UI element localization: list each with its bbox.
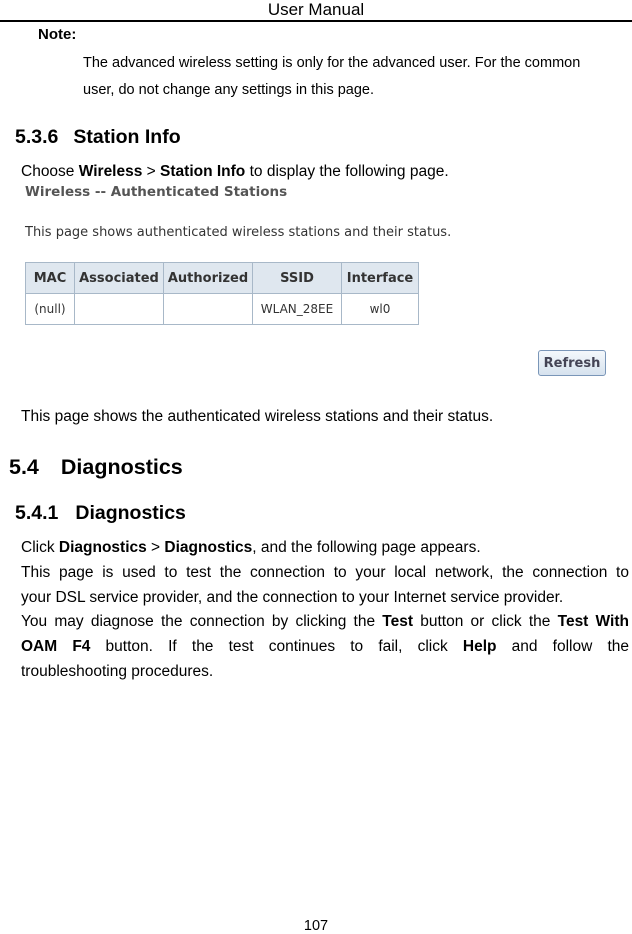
screenshot-description: This page shows authenticated wireless stations and their status. (25, 225, 452, 240)
section-536-heading (15, 126, 181, 149)
para2-line2-end: and follow the (496, 638, 629, 655)
note-label: Note: (38, 26, 77, 43)
choose-sep: > (142, 163, 161, 180)
page-number: 107 (303, 918, 329, 934)
cell-authorized (164, 294, 253, 325)
cell-mac: (null) (26, 294, 75, 325)
station-info-caption: This page shows the authenticated wireless stations and their status. (21, 408, 494, 425)
note-line-1: The advanced wireless setting is only for the advanced user. For the common (83, 55, 581, 71)
para1-line-2: your DSL service provider, and the connection to your Internet service provider. (21, 589, 564, 606)
para2-pre: You may diagnose the connection by clicking the (21, 613, 383, 630)
col-interface: Interface (342, 263, 419, 294)
menu-diagnostics: Diagnostics (58, 539, 147, 556)
submenu-diagnostics: Diagnostics (164, 539, 253, 556)
col-ssid: SSID (253, 263, 342, 294)
cell-associated (75, 294, 164, 325)
table-row (26, 294, 419, 325)
para1-line-1: This page is used to test the connection to your local network, the connection to (21, 564, 629, 581)
choose-pre: Choose (21, 163, 79, 180)
click-post: , and the following page appears. (252, 539, 481, 556)
para2-line2-rest: button. If the test continues to fail, click (90, 638, 463, 655)
cell-interface: wl0 (342, 294, 419, 325)
test-with-label: Test With (557, 613, 629, 630)
screenshot-page-title: Wireless -- Authenticated Stations (25, 184, 288, 200)
refresh-button[interactable]: Refresh (538, 350, 606, 376)
test-label: Test (382, 613, 414, 630)
header-title: User Manual (267, 0, 365, 19)
section-54-title: Diagnostics (60, 455, 183, 479)
stations-table-header (26, 263, 419, 294)
col-associated: Associated (75, 263, 164, 294)
section-541-title: Diagnostics (75, 502, 186, 524)
header-rule (0, 20, 632, 22)
stations-table (25, 262, 419, 325)
para2-line-3: troubleshooting procedures. (21, 663, 214, 680)
click-sep: > (146, 539, 165, 556)
section-536-title: Station Info (73, 126, 181, 148)
menu-station-info: Station Info (160, 163, 246, 180)
click-instruction (21, 536, 481, 560)
note-line-2: user, do not change any settings in this page. (83, 82, 375, 98)
cell-ssid: WLAN_28EE (253, 294, 342, 325)
note-text (83, 50, 623, 104)
help-label: Help (462, 638, 497, 655)
menu-wireless: Wireless (78, 163, 143, 180)
section-541-number: 5.4.1 (15, 502, 59, 524)
col-authorized: Authorized (164, 263, 253, 294)
section-54-heading (9, 455, 183, 480)
section-54-number: 5.4 (9, 455, 39, 479)
section-541-heading (15, 502, 186, 525)
col-mac: MAC (26, 263, 75, 294)
choose-post: to display the following page. (245, 163, 449, 180)
click-pre: Click (21, 539, 59, 556)
oam-f4-label: OAM F4 (21, 638, 91, 655)
para2-mid: button or click the (413, 613, 558, 630)
section-536-number: 5.3.6 (15, 126, 59, 148)
para2-line-1 (21, 610, 629, 634)
para2-line-2 (21, 635, 629, 659)
choose-instruction (21, 160, 449, 184)
